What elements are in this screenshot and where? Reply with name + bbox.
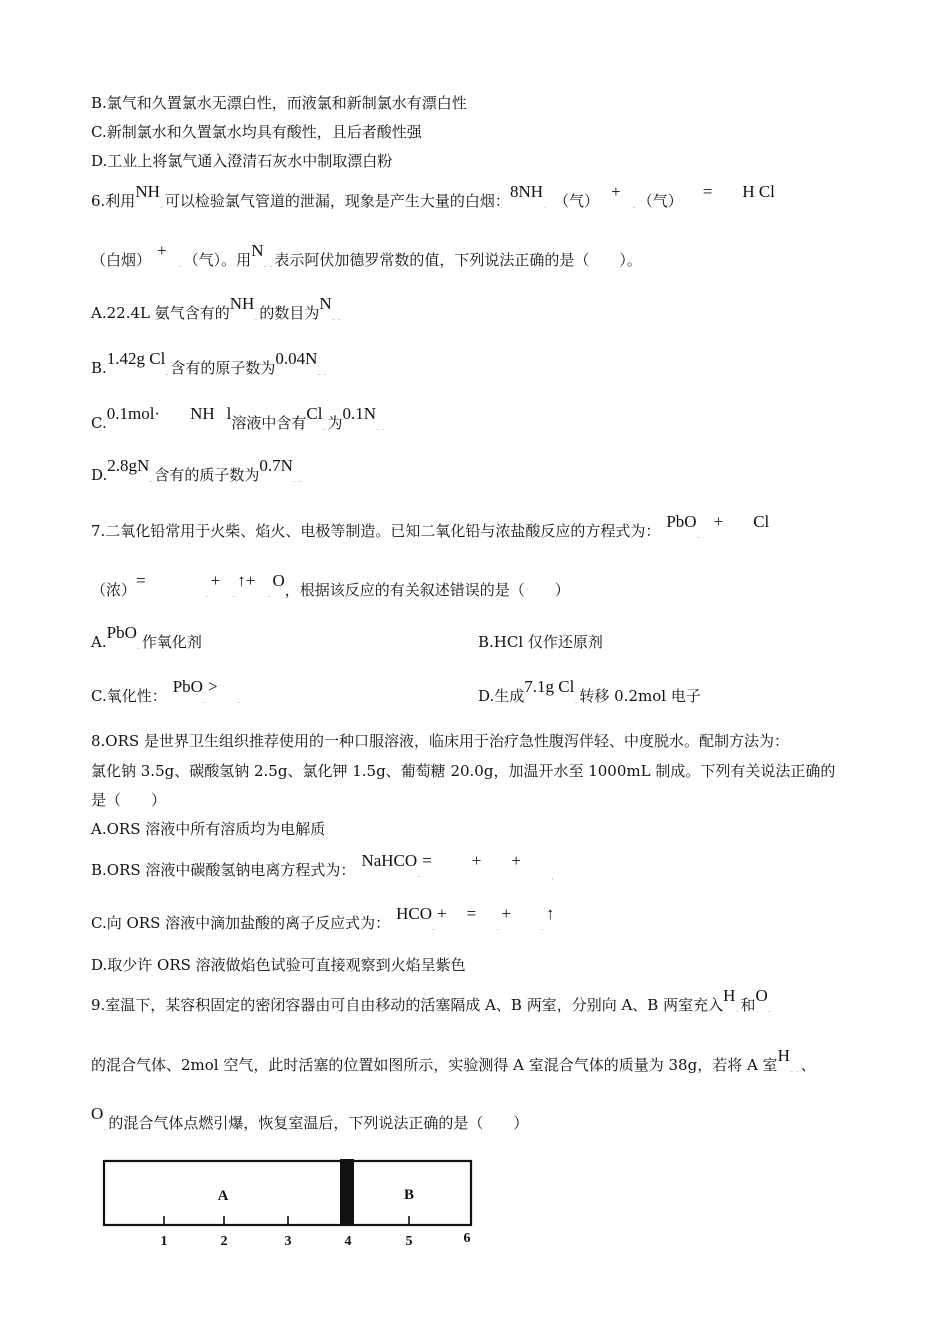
q6-stem-line2: （白烟） $+_-$ （气）。用$N_{- -}$ 表示阿伏加德罗常数的值，下列说法正确的是（ ）。 [91,241,642,272]
q7-formula-pbo2: PbO [666,512,697,531]
q5-option-c: C.新制氯水和久置氯水均具有酸性，且后者酸性强 [91,123,422,141]
q6-option-c-formula-cl: Cl [306,404,323,423]
q6-plus-2: + [157,241,167,260]
q6-stem-a: 6.利用 [91,192,136,210]
scale-label-2: 2 [220,1234,228,1249]
q5-option-b: B.氯气和久置氯水无漂白性，而液氯和新制氯水有漂白性 [91,94,467,112]
q7-option-a-text: 作氧化剂 [141,633,202,651]
q6-gas-2: （气） [637,192,683,210]
q8-option-b: B.ORS 溶液中碳酸氢钠电离方程式为： NaHCO$_-$= + $+_,$ [91,851,554,882]
q9-stem-line2: 的混合气体、2mol 空气，此时活塞的位置如图所示，实验测得 A 室混合气体的质量为 38g，若将 A 室$H_{- -}$ 、 [91,1046,816,1077]
q8-option-c-formula: HCO [396,904,433,923]
q7-stem-line1: 7.二氧化铅常用于火柴、焰火、电极等制造。已知二氧化铅与浓盐酸反应的方程式为： PbO$_-$+ Cl [91,512,770,543]
q6-option-b-formula-cl: 1.42g Cl [106,349,166,368]
q9-stem-line3: $O_-$ 的混合气体点燃引爆，恢复室温后，下列说法正确的是（ ） [91,1104,529,1135]
q6-formula-8nh: 8NH [509,182,543,201]
q7-option-c-gt: > [208,677,218,696]
q7-option-a-label: A. [91,633,107,651]
q7-stem-text2: ，根据该反应的有关叙述错误的是（ ） [284,581,570,599]
q6-option-c-formula-mol: 0.1mol· [106,404,161,423]
container-outline [104,1161,471,1225]
q6-option-c-mid2: 为 [327,414,343,432]
q7-plus-2: + [210,571,221,590]
q6-stem-b: 可以检验氯气管道的泄漏，现象是产生大量的白烟： [164,192,510,210]
piston [340,1159,354,1226]
q7-option-d: D.生成7.1g $Cl_-$ 转移 0.2mol 电子 [478,677,701,708]
q6-option-b-label: B. [91,359,107,377]
q6-plus-1: + [611,182,621,201]
q7-option-a-formula: PbO [106,623,137,642]
q6-option-a: A.22.4L 氨气含有的$NH_-$ 的数目为$N_{- -}$ [91,294,341,325]
q6-option-d-formula-n2: 2.8gN [107,456,150,475]
q8-option-d: D.取少许 ORS 溶液做焰色试验可直接观察到火焰呈紫色 [91,956,466,974]
q6-option-c-formula-n: 0.1N [342,404,377,423]
q8-option-c-plus-1: + [437,904,447,923]
q9-stem-a: 9.室温下，某容积固定的密闭容器由可自由移动的活塞隔成 A、B 两室，分别向 A、B 两室充入 [91,996,724,1014]
q5-option-d: D.工业上将氯气通入澄清石灰水中制取漂白粉 [91,152,393,170]
q9-formula-h2: H [723,986,736,1005]
q6-formula-hcl: H Cl [742,182,775,201]
q7-option-c-formula: PbO [172,677,203,696]
q9-stem-line1: 9.室温下，某容积固定的密闭容器由可自由移动的活塞隔成 A、B 两室，分别向 A、B 两室充入$H_-$ 和$O_-$ [91,986,771,1017]
scale-label-3: 3 [284,1234,292,1249]
q9-stem-c: 的混合气体点燃引爆，恢复室温后，下列说法正确的是（ ） [108,1114,529,1132]
q6-option-d-mid: 含有的质子数为 [154,466,260,484]
q8-option-c-gas-arrow: ↑ [545,904,555,923]
q6-gas-3: （气） [183,251,222,269]
q8-option-a: A.ORS 溶液中所有溶质均为电解质 [91,820,326,838]
q6-use: 。用 [221,251,252,269]
q6-formula-nh: NH [135,182,160,201]
q6-stem-line1: 6.利用$NH_-$ 可以检验氯气管道的泄漏，现象是产生大量的白烟：$8NH_-$ （气） $+_-$ （气） = H Cl [91,182,775,213]
q7-formula-hcl: Cl [753,512,770,531]
scale-tick-labels [161,1231,471,1249]
q8-stem-line2: 氯化钠 3.5g、碳酸氢钠 2.5g、氯化钾 1.5g、葡萄糖 20.0g，加温开水至 1000mL 制成。下列有关说法正确的 [91,762,836,780]
q7-formula-h2o: O [272,571,285,590]
q8-stem-line3: 是（ ） [91,791,167,809]
scale-label-1: 1 [160,1234,168,1249]
q7-equals: = [136,571,146,590]
q7-option-d-text: 转移 0.2mol 电子 [579,687,701,705]
q8-option-c-plus-2: + [501,904,511,923]
scale-label-5: 5 [405,1234,413,1249]
q7-option-b: B.HCl 仅作还原剂 [478,633,603,651]
chamber-b-label: B [403,1187,415,1203]
q7-concentrated: （浓） [91,581,137,599]
q8-option-c: C.向 ORS 溶液中滴加盐酸的离子反应式为： $HCO_-+$ $=_-+_-↑$ [91,904,555,935]
q8-option-c-text: C.向 ORS 溶液中滴加盐酸的离子反应式为： [91,914,391,932]
q6-formula-n: N [251,241,264,260]
q7-option-d-label: D.生成 [478,687,525,705]
q6-option-d-label: D. [91,466,108,484]
q8-option-b-equals: = [422,851,432,870]
q6-option-a-formula-nh: NH [229,294,255,313]
q7-option-d-formula: 7.1g Cl [524,677,575,696]
q6-option-a-formula-n: N [319,294,332,313]
q6-option-a-text: A.22.4L 氨气含有的 [91,304,230,322]
scale-label-4: 4 [344,1234,352,1249]
q6-option-a-mid: 的数目为 [259,304,320,322]
q8-stem-line1: 8.ORS 是世界卫生组织推荐使用的一种口服溶液，临床用于治疗急性腹泻伴轻、中度脱水。配制方法为： [91,732,789,750]
q8-option-b-formula: NaHCO [361,851,418,870]
q9-formula-o2: O [755,986,768,1005]
q6-smoke: （白烟） [91,251,152,269]
q6-option-c-mid: 溶液中含有 [231,414,307,432]
q6-option-c-formula-nh: NH [190,404,215,423]
q7-option-a: A.PbO$_-$ 作氧化剂 [91,623,202,654]
q6-option-c-label: C. [91,414,107,432]
q9-formula-o2-2: O [91,1104,104,1123]
scale-label-6: 6 [463,1231,471,1246]
q7-gas-arrow: ↑ [237,571,246,590]
q7-plus-3: + [245,571,256,590]
q7-option-c-label: C.氧化性： [91,687,167,705]
chamber-a-label: A [217,1188,229,1204]
q6-option-d: $D.2.8gN_-$ 含有的质子数为$0.7N_{- -}$ [91,456,302,487]
q8-option-c-equals: = [466,904,477,923]
q9-stem-b: 的混合气体、2mol 空气，此时活塞的位置如图所示，实验测得 A 室混合气体的质量为 38g，若将 A 室 [91,1056,778,1074]
scale-ticks [164,1216,409,1225]
q8-option-b-text: B.ORS 溶液中碳酸氢钠电离方程式为： [91,861,356,879]
q6-equals: = [702,182,713,201]
q6-option-c: C.0.1mol· NH l溶液中含有$Cl_-$ 为$0.1N_{- -}$ [91,404,385,435]
q9-and: 和 [740,996,756,1014]
q6-option-b-mid: 含有的原子数为 [170,359,276,377]
q6-option-b: B.1.42g $Cl_-$ 含有的原子数为$0.04N_{- -}$ [91,349,327,380]
q6-option-c-formula-l: l [226,404,232,423]
q9-formula-h2-2: H [777,1046,790,1065]
q8-option-b-plus-2: + [511,851,521,870]
q6-stem-c: 表示阿伏加德罗常数的值，下列说法正确的是（ ）。 [274,251,642,269]
q6-gas-1: （气） [554,192,600,210]
q7-stem-text: 7.二氧化铅常用于火柴、焰火、电极等制造。已知二氧化铅与浓盐酸反应的方程式为： [91,522,661,540]
q7-stem-line2: （浓）$=_-+_-↑+_-O$，根据该反应的有关叙述错误的是（ ） [91,571,570,602]
q7-option-c: C.氧化性： $PbO_->_-$ [91,677,241,708]
q9-comma: 、 [800,1056,816,1074]
q6-option-d-formula-n: 0.7N [259,456,293,475]
q7-plus-1: + [713,512,724,531]
q8-option-b-plus-1: + [471,851,482,870]
q6-option-b-formula-n: 0.04N [275,349,318,368]
